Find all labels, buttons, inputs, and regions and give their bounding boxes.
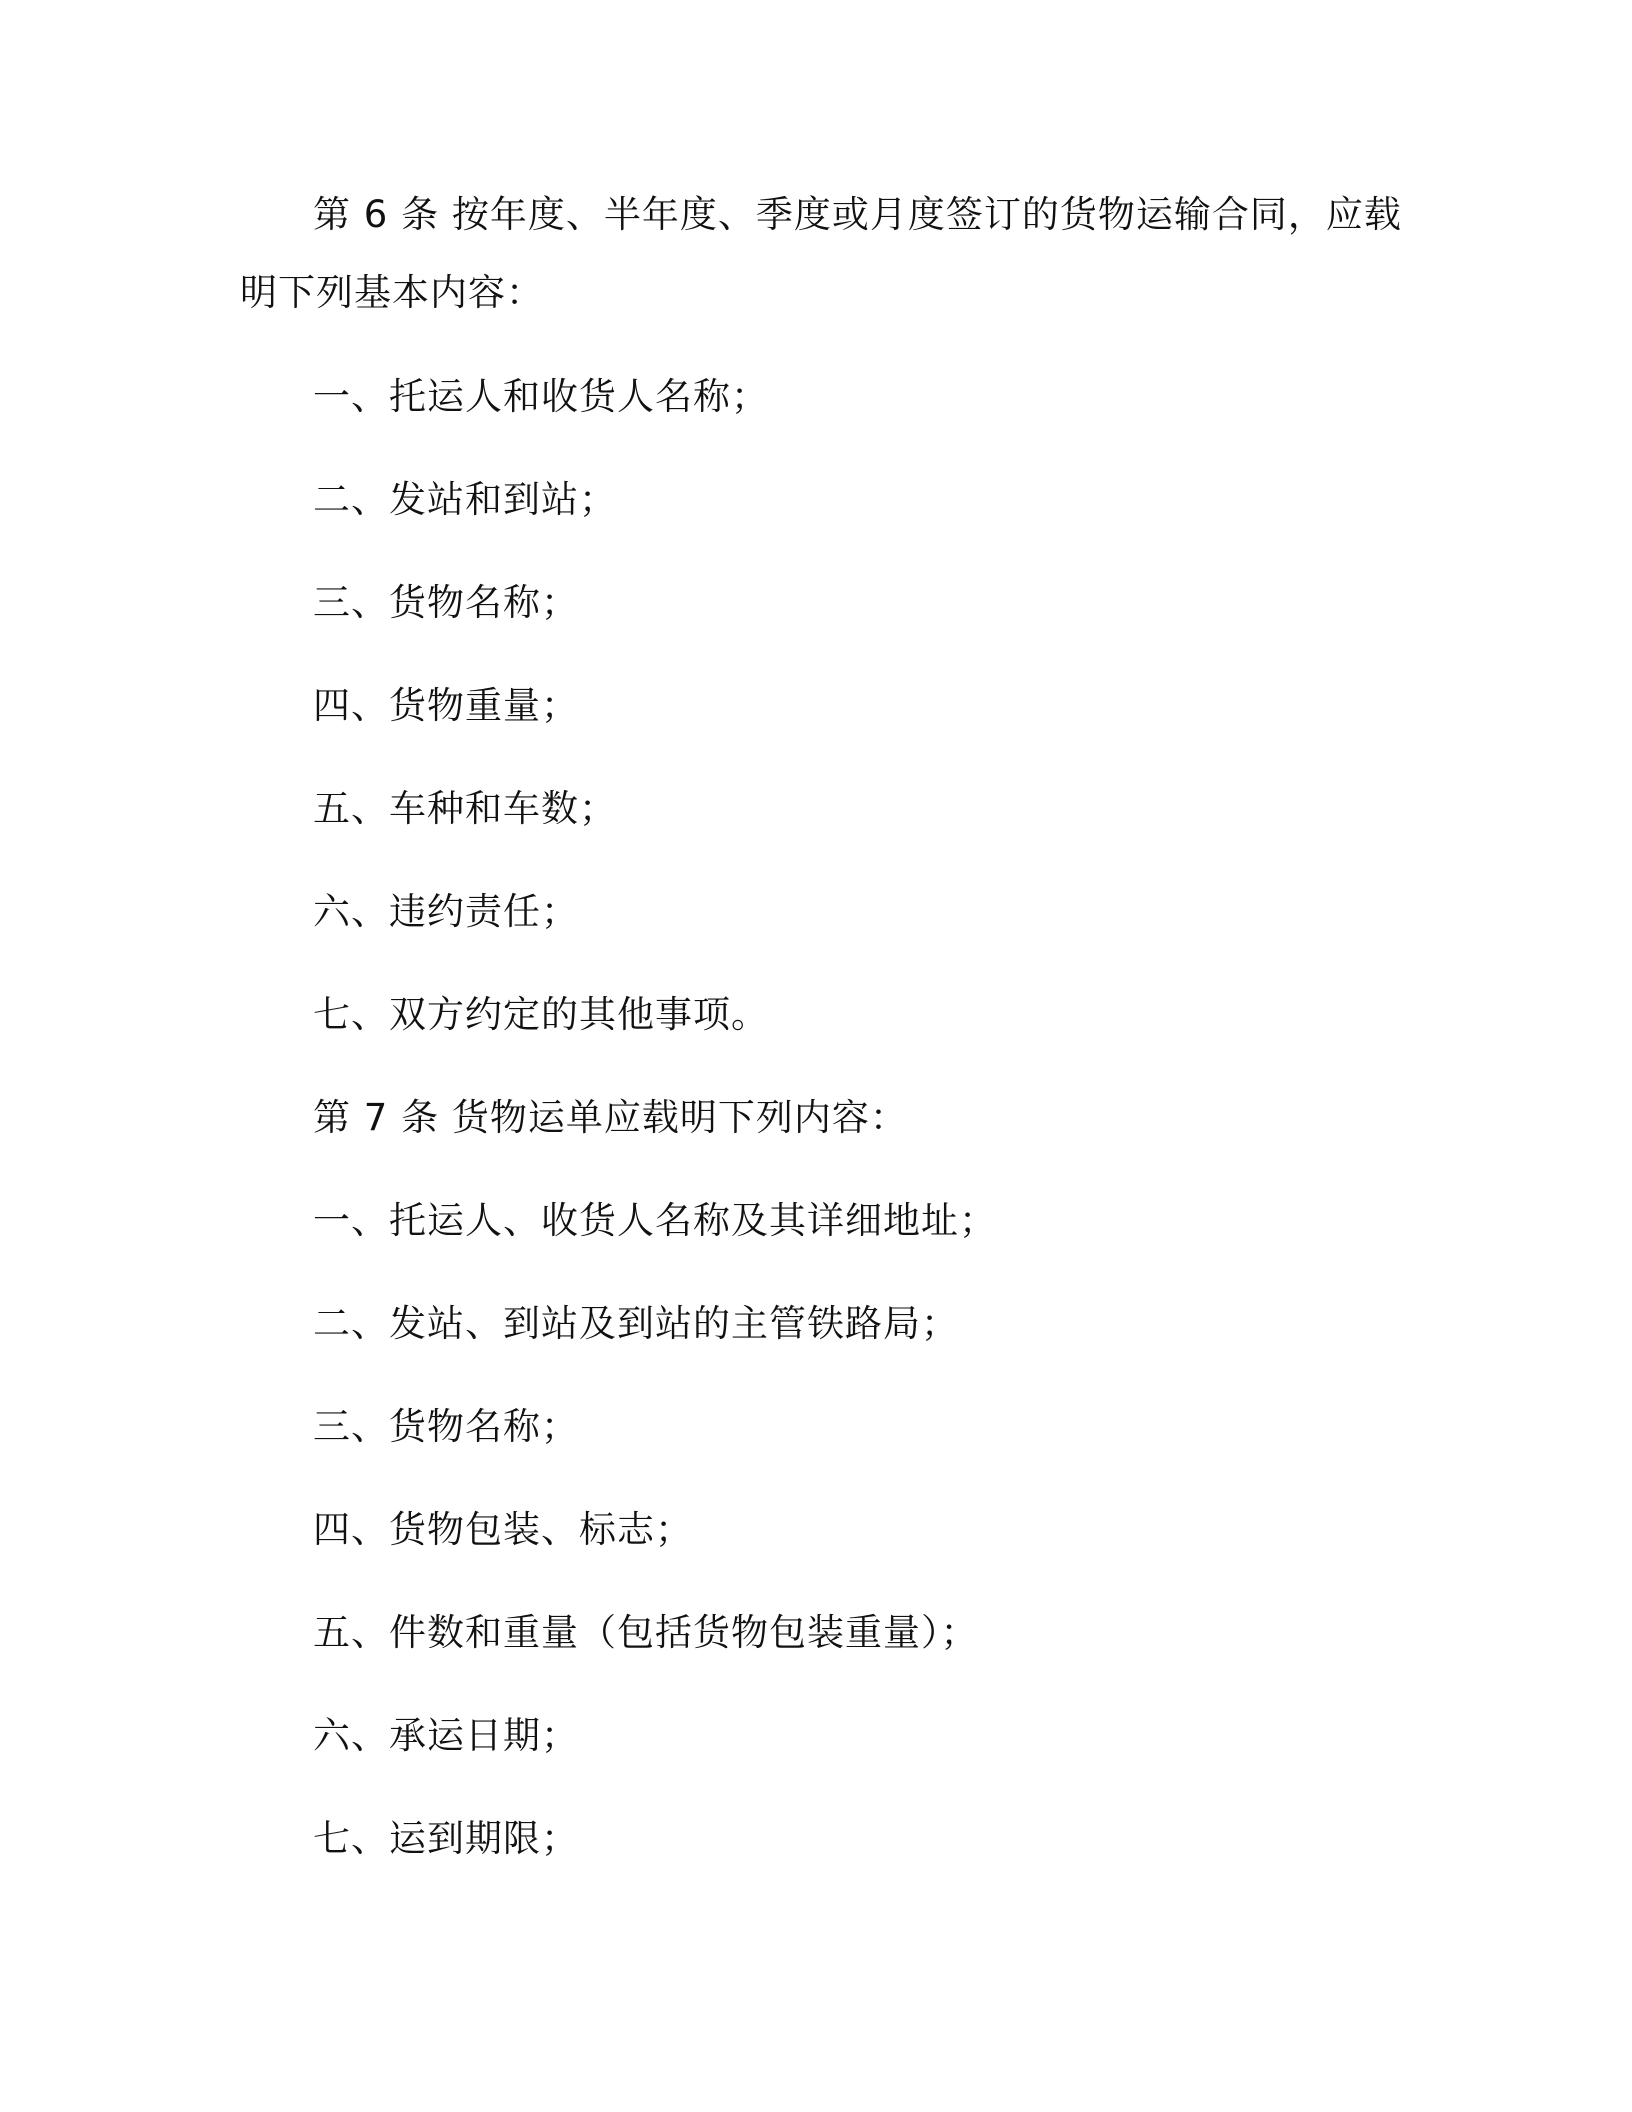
article-7-item-2: 二、发站、到站及到站的主管铁路局； — [313, 1302, 959, 1345]
article-6-item-4: 四、货物重量； — [313, 684, 579, 727]
article-7-item-5: 五、件数和重量（包括货物包装重量）； — [313, 1611, 979, 1654]
article-6-item-1: 一、托运人和收货人名称； — [313, 375, 769, 418]
article-6-item-5: 五、车种和车数； — [313, 787, 617, 830]
article-7-item-3: 三、货物名称； — [313, 1405, 579, 1448]
article-6-item-3: 三、货物名称； — [313, 581, 579, 624]
article-6-item-7: 七、双方约定的其他事项。 — [313, 993, 769, 1036]
article-6-item-2: 二、发站和到站； — [313, 478, 617, 521]
article-7-heading: 第 7 条 货物运单应载明下列内容： — [313, 1096, 908, 1139]
article-6-heading: 第 6 条 按年度、半年度、季度或月度签订的货物运输合同，应载 — [313, 193, 1402, 236]
article-7-item-1: 一、托运人、收货人名称及其详细地址； — [313, 1199, 997, 1242]
article-6-item-6: 六、违约责任； — [313, 890, 579, 933]
article-7-item-6: 六、承运日期； — [313, 1714, 579, 1757]
article-6-heading-continued: 明下列基本内容： — [240, 271, 544, 314]
article-7-item-7: 七、运到期限； — [313, 1817, 579, 1860]
article-7-item-4: 四、货物包装、标志； — [313, 1508, 693, 1551]
